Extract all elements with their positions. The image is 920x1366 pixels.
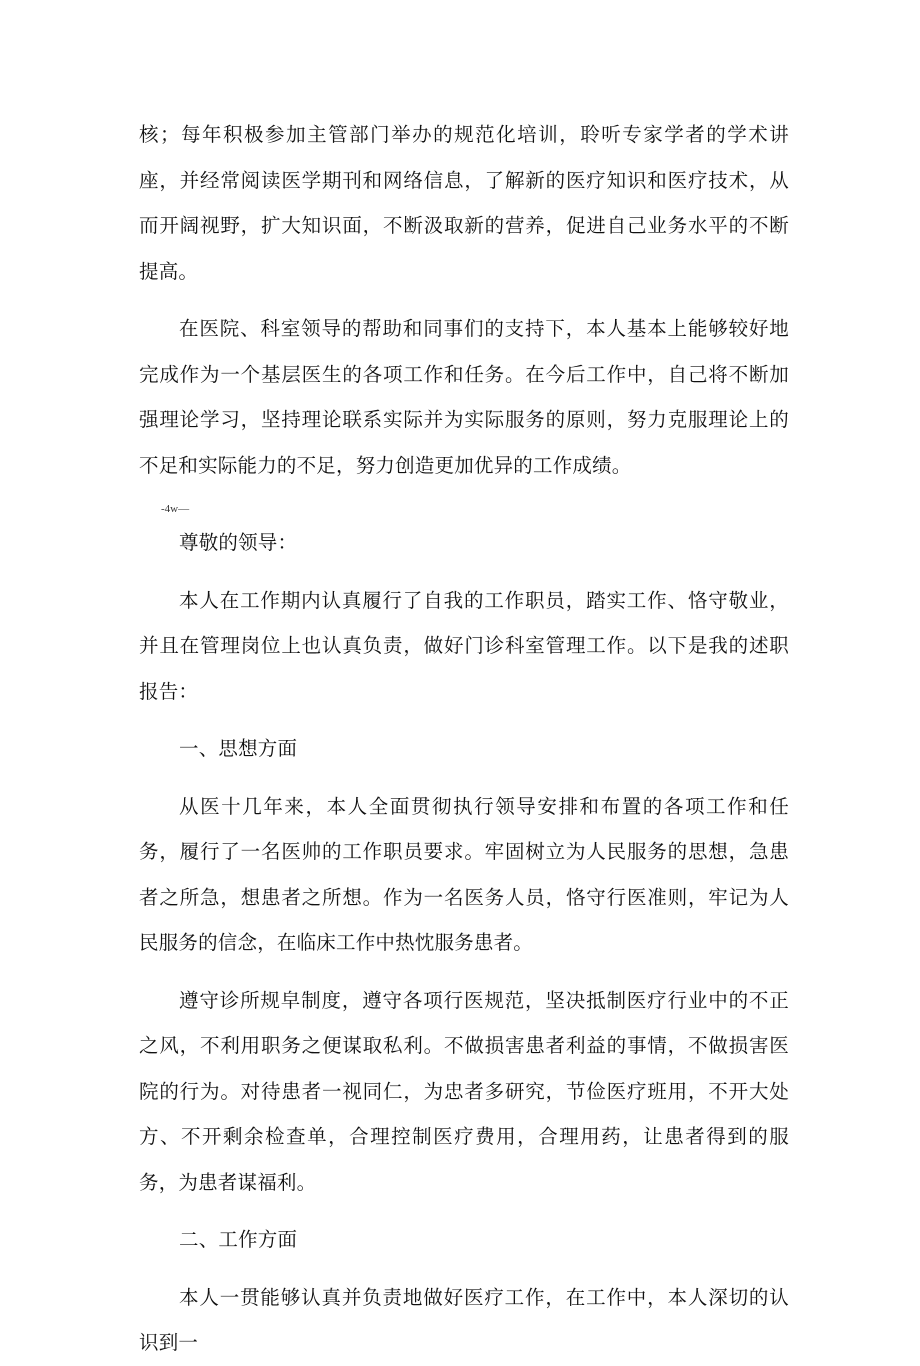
paragraph-intro: 本人在工作期内认真履行了自我的工作职员，踏实工作、恪守敬业，并且在管理岗位上也认真负责，做好门诊科室管理工作。以下是我的述职报告： (139, 588, 789, 703)
heading-thought: 一、思想方面 (179, 737, 298, 760)
section-marker: -4w— (161, 503, 190, 515)
salutation: 尊敬的领导： (179, 531, 298, 554)
paragraph-thought: 从医十几年来，本人全面贯彻执行领导安排和布置的各项工作和任务，履行了一名医帅的工作职员要求。牢固树立为人民服务的思想，急患者之所急，想患者之所想。作为一名医务人员，恪守行医准则，牢记为人民服务的信念，在临床工作中热忱服务患者。 (139, 794, 789, 954)
paragraph-discipline: 遵守诊所规皁制度，遵守各项行医规范，坚决抵制医疗行业中的不正之风，不利用职务之便谋取私利。不做损害患者利益的事情，不做损害医院的行为。对待患者一视同仁，为忠者多研究，节俭医疗班用，不开大处方、不开剩余检查单，合理控制医疗费用，合理用药，让患者得到的服务，为患者谋福利。 (139, 988, 789, 1194)
paragraph-conclusion: 在医院、科室领导的帮助和同事们的支持下，本人基本上能够较好地完成作为一个基层医生的各项工作和任务。在今后工作中，自己将不断加强理论学习，坚持理论联系实际并为实际服务的原则，努力克服理论上的不足和实际能力的不足，努力创造更加优异的工作成绩。 (139, 317, 789, 477)
document-body (139, 112, 789, 1366)
paragraph-continuation: 核；每年积极参加主管部门举办的规范化培训，聆听专家学者的学术讲座，并经常阅读医学期刊和网络信息，了解新的医疗知识和医疗技术，从而开阔视野，扩大知识面，不断汲取新的营养，促进自己业务水平的不断提高。 (139, 123, 789, 283)
heading-work: 二、工作方面 (179, 1228, 298, 1251)
paragraph-work: 本人一贯能够认真并负责地做好医疗工作，在工作中，本人深切的认识到一 (139, 1285, 789, 1354)
